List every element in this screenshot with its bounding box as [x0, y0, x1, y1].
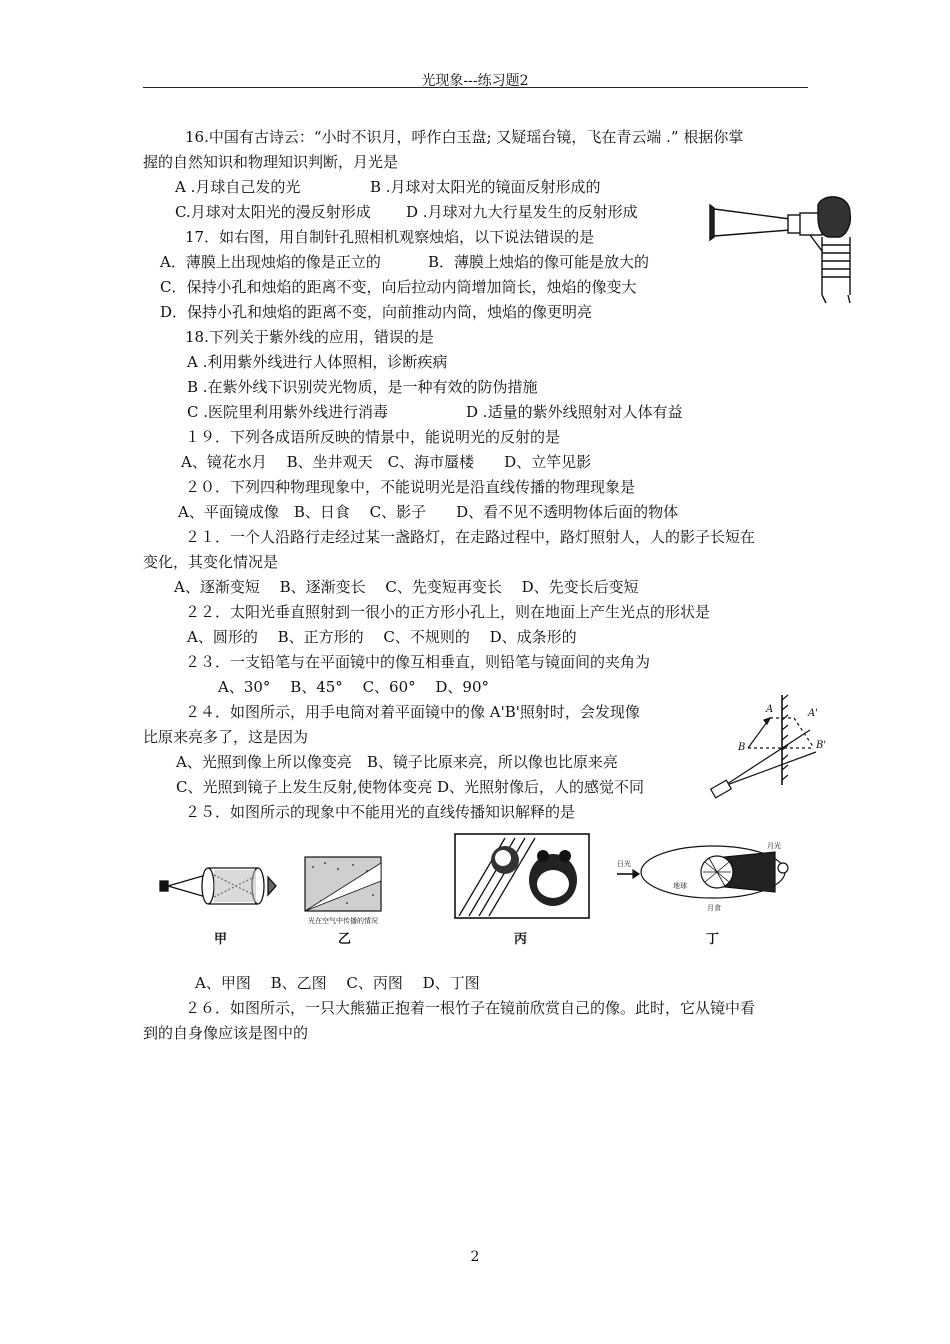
figure-ding-earth-label: 地球	[673, 882, 687, 890]
q20-stem: ２０．下列四种物理现象中，不能说明光是沿直线传播的物理现象是	[185, 478, 636, 496]
q21-options: A、逐渐变短 B、逐渐变长 C、先变短再变长 D、先变长后变短	[174, 578, 639, 596]
figure-label-jia: 甲	[214, 932, 228, 947]
page-number: 2	[470, 1249, 480, 1265]
q16-option-c: C.月球对太阳光的漫反射形成	[175, 203, 371, 221]
q18-option-c: C .医院里利用紫外线进行消毒	[187, 403, 389, 421]
q16-option-b: B .月球对太阳光的镜面反射形成的	[370, 178, 601, 196]
label-b-image: B'	[816, 740, 827, 751]
q18-option-b: B .在紫外线下识别荧光物质，是一种有效的防伪措施	[187, 378, 538, 396]
figure-jia-pinhole	[158, 855, 288, 915]
q21-stem-line1: ２１．一个人沿路行走经过某一盏路灯，在走路过程中，路灯照射人，人的影子长短在	[185, 528, 756, 546]
q25-stem: ２５．如图所示的现象中不能用光的直线传播知识解释的是	[185, 803, 576, 821]
q17-option-b: B．薄膜上烛焰的像可能是放大的	[428, 253, 650, 271]
q23-stem: ２３．一支铅笔与在平面镜中的像互相垂直，则铅笔与镜面间的夹角为	[185, 653, 651, 671]
q18-option-a: A .利用紫外线进行人体照相，诊断疾病	[187, 353, 448, 371]
q16-option-d: D .月球对九大行星发生的反射形成	[406, 203, 638, 221]
q24-stem-line2: 比原来亮多了，这是因为	[143, 728, 309, 746]
q18-option-d: D .适量的紫外线照射对人体有益	[466, 403, 683, 421]
label-a-image: A'	[808, 708, 818, 719]
q16-option-a: A .月球自己发的光	[175, 178, 301, 196]
figure-yi-caption: 光在空气中传播的情况	[308, 917, 378, 925]
q24-option-cd: C、光照到镜子上发生反射,使物体变亮 D、光照射像后，人的感觉不同	[176, 778, 645, 796]
q17-stem: 17．如右图，用自制针孔照相机观察烛焰，以下说法错误的是	[185, 228, 595, 246]
q16-stem-line2: 握的自然知识和物理知识判断，月光是	[143, 153, 399, 171]
q17-option-d: D．保持小孔和烛焰的距离不变，向前推动内筒，烛焰的像更明亮	[160, 303, 593, 321]
figure-ding-moon-label: 月光	[767, 842, 781, 850]
label-b: B	[738, 742, 746, 753]
figure-yi-light-in-air	[303, 855, 383, 927]
figure-ding-lunar-eclipse	[615, 838, 795, 918]
figure-ding-sunlight-label: 日光	[617, 860, 631, 868]
figure-ding-eclipse-label: 月食	[707, 904, 721, 912]
q26-stem-line2: 到的自身像应该是图中的	[143, 1024, 309, 1042]
q22-options: A、圆形的 B、正方形的 C、不规则的 D、成条形的	[187, 628, 577, 646]
q20-options: A、平面镜成像 B、日食 C、影子 D、看不见不透明物体后面的物体	[178, 503, 679, 521]
figure-bing-panda-shadow	[453, 832, 591, 920]
figure-label-yi: 乙	[338, 932, 352, 947]
page-header-title: 光现象---练习题2	[421, 73, 529, 89]
q18-stem: 18.下列关于紫外线的应用，错误的是	[185, 328, 434, 346]
q25-options: A、甲图 B、乙图 C、丙图 D、丁图	[195, 974, 480, 992]
q19-stem: １９．下列各成语所反映的情景中，能说明光的反射的是	[185, 428, 561, 446]
mirror-flashlight-figure	[700, 690, 850, 805]
figure-label-bing: 丙	[514, 932, 528, 947]
q24-option-ab: A、光照到像上所以像变亮 B、镜子比原来亮，所以像也比原来亮	[176, 753, 618, 771]
q22-stem: ２２．太阳光垂直照射到一很小的正方形小孔上，则在地面上产生光点的形状是	[185, 603, 711, 621]
q16-stem-line1: 16.中国有古诗云：“小时不识月，呼作白玉盘; 又疑瑶台镜，飞在青云端 .” 根据你掌	[185, 128, 744, 146]
q17-option-a: A．薄膜上出现烛焰的像是正立的	[160, 253, 381, 271]
q24-stem-line1: ２４．如图所示，用手电筒对着平面镜中的像 A'B'照射时，会发现像	[185, 703, 640, 721]
q19-options: A、镜花水月 B、坐井观天 C、海市蜃楼 D、立竿见影	[181, 453, 592, 471]
q23-options: A、30° B、45° C、60° D、90°	[218, 678, 490, 696]
pinhole-camera-figure	[700, 195, 860, 305]
q17-option-c: C．保持小孔和烛焰的距离不变，向后拉动内筒增加筒长，烛焰的像变大	[160, 278, 637, 296]
q26-stem-line1: ２６．如图所示，一只大熊猫正抱着一根竹子在镜前欣赏自己的像。此时，它从镜中看	[185, 999, 756, 1017]
header-rule	[143, 87, 808, 88]
label-a: A	[766, 704, 774, 715]
q21-stem-line2: 变化，其变化情况是	[143, 553, 279, 571]
figure-label-ding: 丁	[706, 932, 720, 947]
